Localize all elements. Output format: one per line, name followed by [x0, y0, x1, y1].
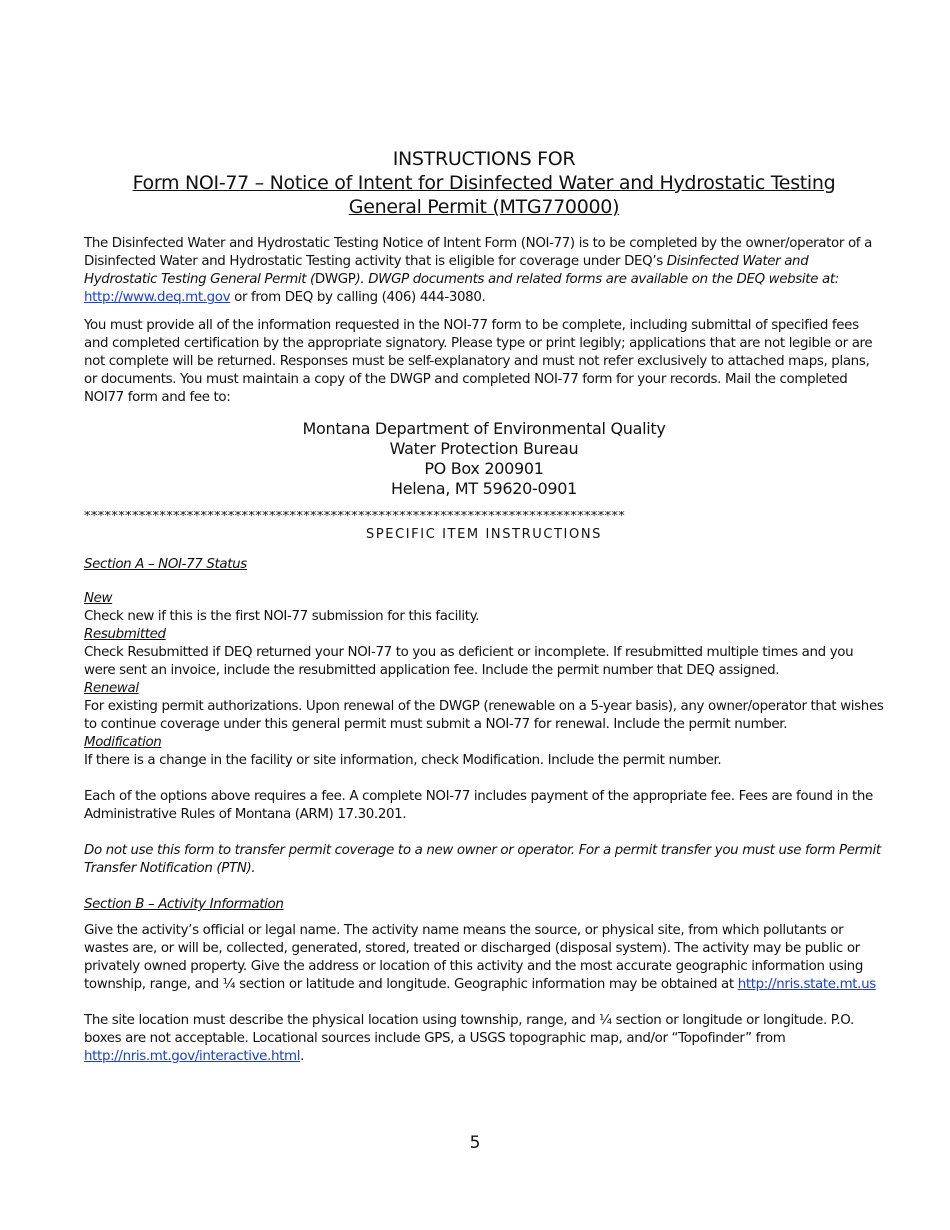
title-line-1: INSTRUCTIONS FOR	[392, 148, 576, 170]
specific-heading: SPECIFIC ITEM INSTRUCTIONS	[365, 527, 603, 542]
resubmitted-label: Resubmitted	[84, 627, 166, 642]
nris-state-link[interactable]: http://nris.state.mt.us	[737, 977, 876, 992]
nris-interactive-link[interactable]: http://nris.mt.gov/interactive.html	[84, 1049, 301, 1064]
section-b-heading: Section B – Activity Information	[84, 897, 284, 912]
section-b-paragraph-1	[84, 922, 884, 994]
intro-permit-name: Disinfected Water and Hydrostatic Testing General Permit (	[84, 254, 809, 287]
intro-paragraph-2: You must provide all of the information requested in the NOI-77 form to be complete, including submittal of specified fees and completed certification by the appropriate signatory. Please type or print legibly; applications that are not legible or are not complete will be returned. Responses must be self-explanatory and must not refer exclusively to attached maps, plans, or documents. You must maintain a copy of the DWGP and completed NOI-77 form for your records. Mail the completed NOI77 form and fee to:	[84, 318, 873, 405]
address-line-1: Montana Department of Environmental Quality	[302, 419, 666, 438]
mailing-address	[84, 419, 884, 499]
section-a-heading: Section A – NOI-77 Status	[84, 557, 247, 572]
section-b-paragraph-2	[84, 1012, 884, 1066]
section-a	[84, 556, 884, 878]
modification-text: If there is a change in the facility or site information, check Modification. Include the permit number.	[84, 753, 722, 768]
renewal-text: For existing permit authorizations. Upon renewal of the DWGP (renewable on a 5-year basis), any owner/operator that wishes to continue coverage under this general permit must submit a NOI-77 for renewal. Include the permit number.	[84, 699, 884, 732]
deq-website-link[interactable]: http://www.deq.mt.gov	[84, 290, 231, 305]
new-text: Check new if this is the first NOI-77 submission for this facility.	[84, 609, 480, 624]
intro-text-c: ). DWGP documents and related forms are available on the DEQ website at:	[355, 272, 839, 287]
star-divider: *******************************************************************************	[84, 511, 626, 523]
title-line-3: General Permit (MTG770000)	[348, 196, 620, 218]
intro-text-a: The Disinfected Water and Hydrostatic Testing Notice of Intent Form (NOI-77) is to be completed by the owner/operator of a Disinfected Water and Hydrostatic Testing activity that is eligible for coverage under DEQ’s	[84, 236, 872, 269]
intro-text-b: DWGP	[314, 272, 356, 287]
section-b-p1-text: Give the activity’s official or legal name. The activity name means the source, or physical site, from which pollutants or wastes are, or will be, collected, generated, stored, treated or discharged (disposal system). The activity may be public or privately owned property. Give the address or location of this activity and the most accurate geographic information using township, range, and ¼ section or latitude and longitude. Geographic information may be obtained at	[84, 923, 863, 992]
address-line-3: PO Box 200901	[424, 459, 544, 478]
page-number: 5	[469, 1133, 481, 1153]
intro-section	[84, 235, 884, 407]
transfer-note: Do not use this form to transfer permit coverage to a new owner or operator. For a permit transfer you must use form Permit Transfer Notification (PTN).	[84, 843, 881, 876]
section-b	[84, 896, 884, 1066]
renewal-label: Renewal	[84, 681, 139, 696]
intro-paragraph-1	[84, 235, 884, 307]
address-line-4: Helena, MT 59620-0901	[390, 479, 578, 498]
title-line-2: Form NOI-77 – Notice of Intent for Disinfected Water and Hydrostatic Testing	[132, 172, 836, 194]
intro-text-d: or from DEQ by calling (406) 444-3080.	[230, 290, 486, 305]
section-b-p2-end: .	[300, 1049, 304, 1064]
fee-text: Each of the options above requires a fee. A complete NOI-77 includes payment of the appropriate fee. Fees are found in the Administrative Rules of Montana (ARM) 17.30.201.	[84, 789, 873, 822]
section-b-p2-text: The site location must describe the physical location using township, range, and ¼ section or longitude or longitude. P.O. boxes are not acceptable. Locational sources include GPS, a USGS topographic map, and/or “Topofinder” from	[84, 1013, 854, 1046]
resubmitted-text: Check Resubmitted if DEQ returned your NOI-77 to you as deficient or incomplete. If resubmitted multiple times and you were sent an invoice, include the resubmitted application fee. Include the permit number that DEQ assigned.	[84, 645, 854, 678]
document-page	[84, 147, 884, 1066]
modification-label: Modification	[84, 735, 162, 750]
address-line-2: Water Protection Bureau	[389, 439, 579, 458]
document-title	[84, 147, 884, 219]
new-label: New	[84, 591, 113, 606]
